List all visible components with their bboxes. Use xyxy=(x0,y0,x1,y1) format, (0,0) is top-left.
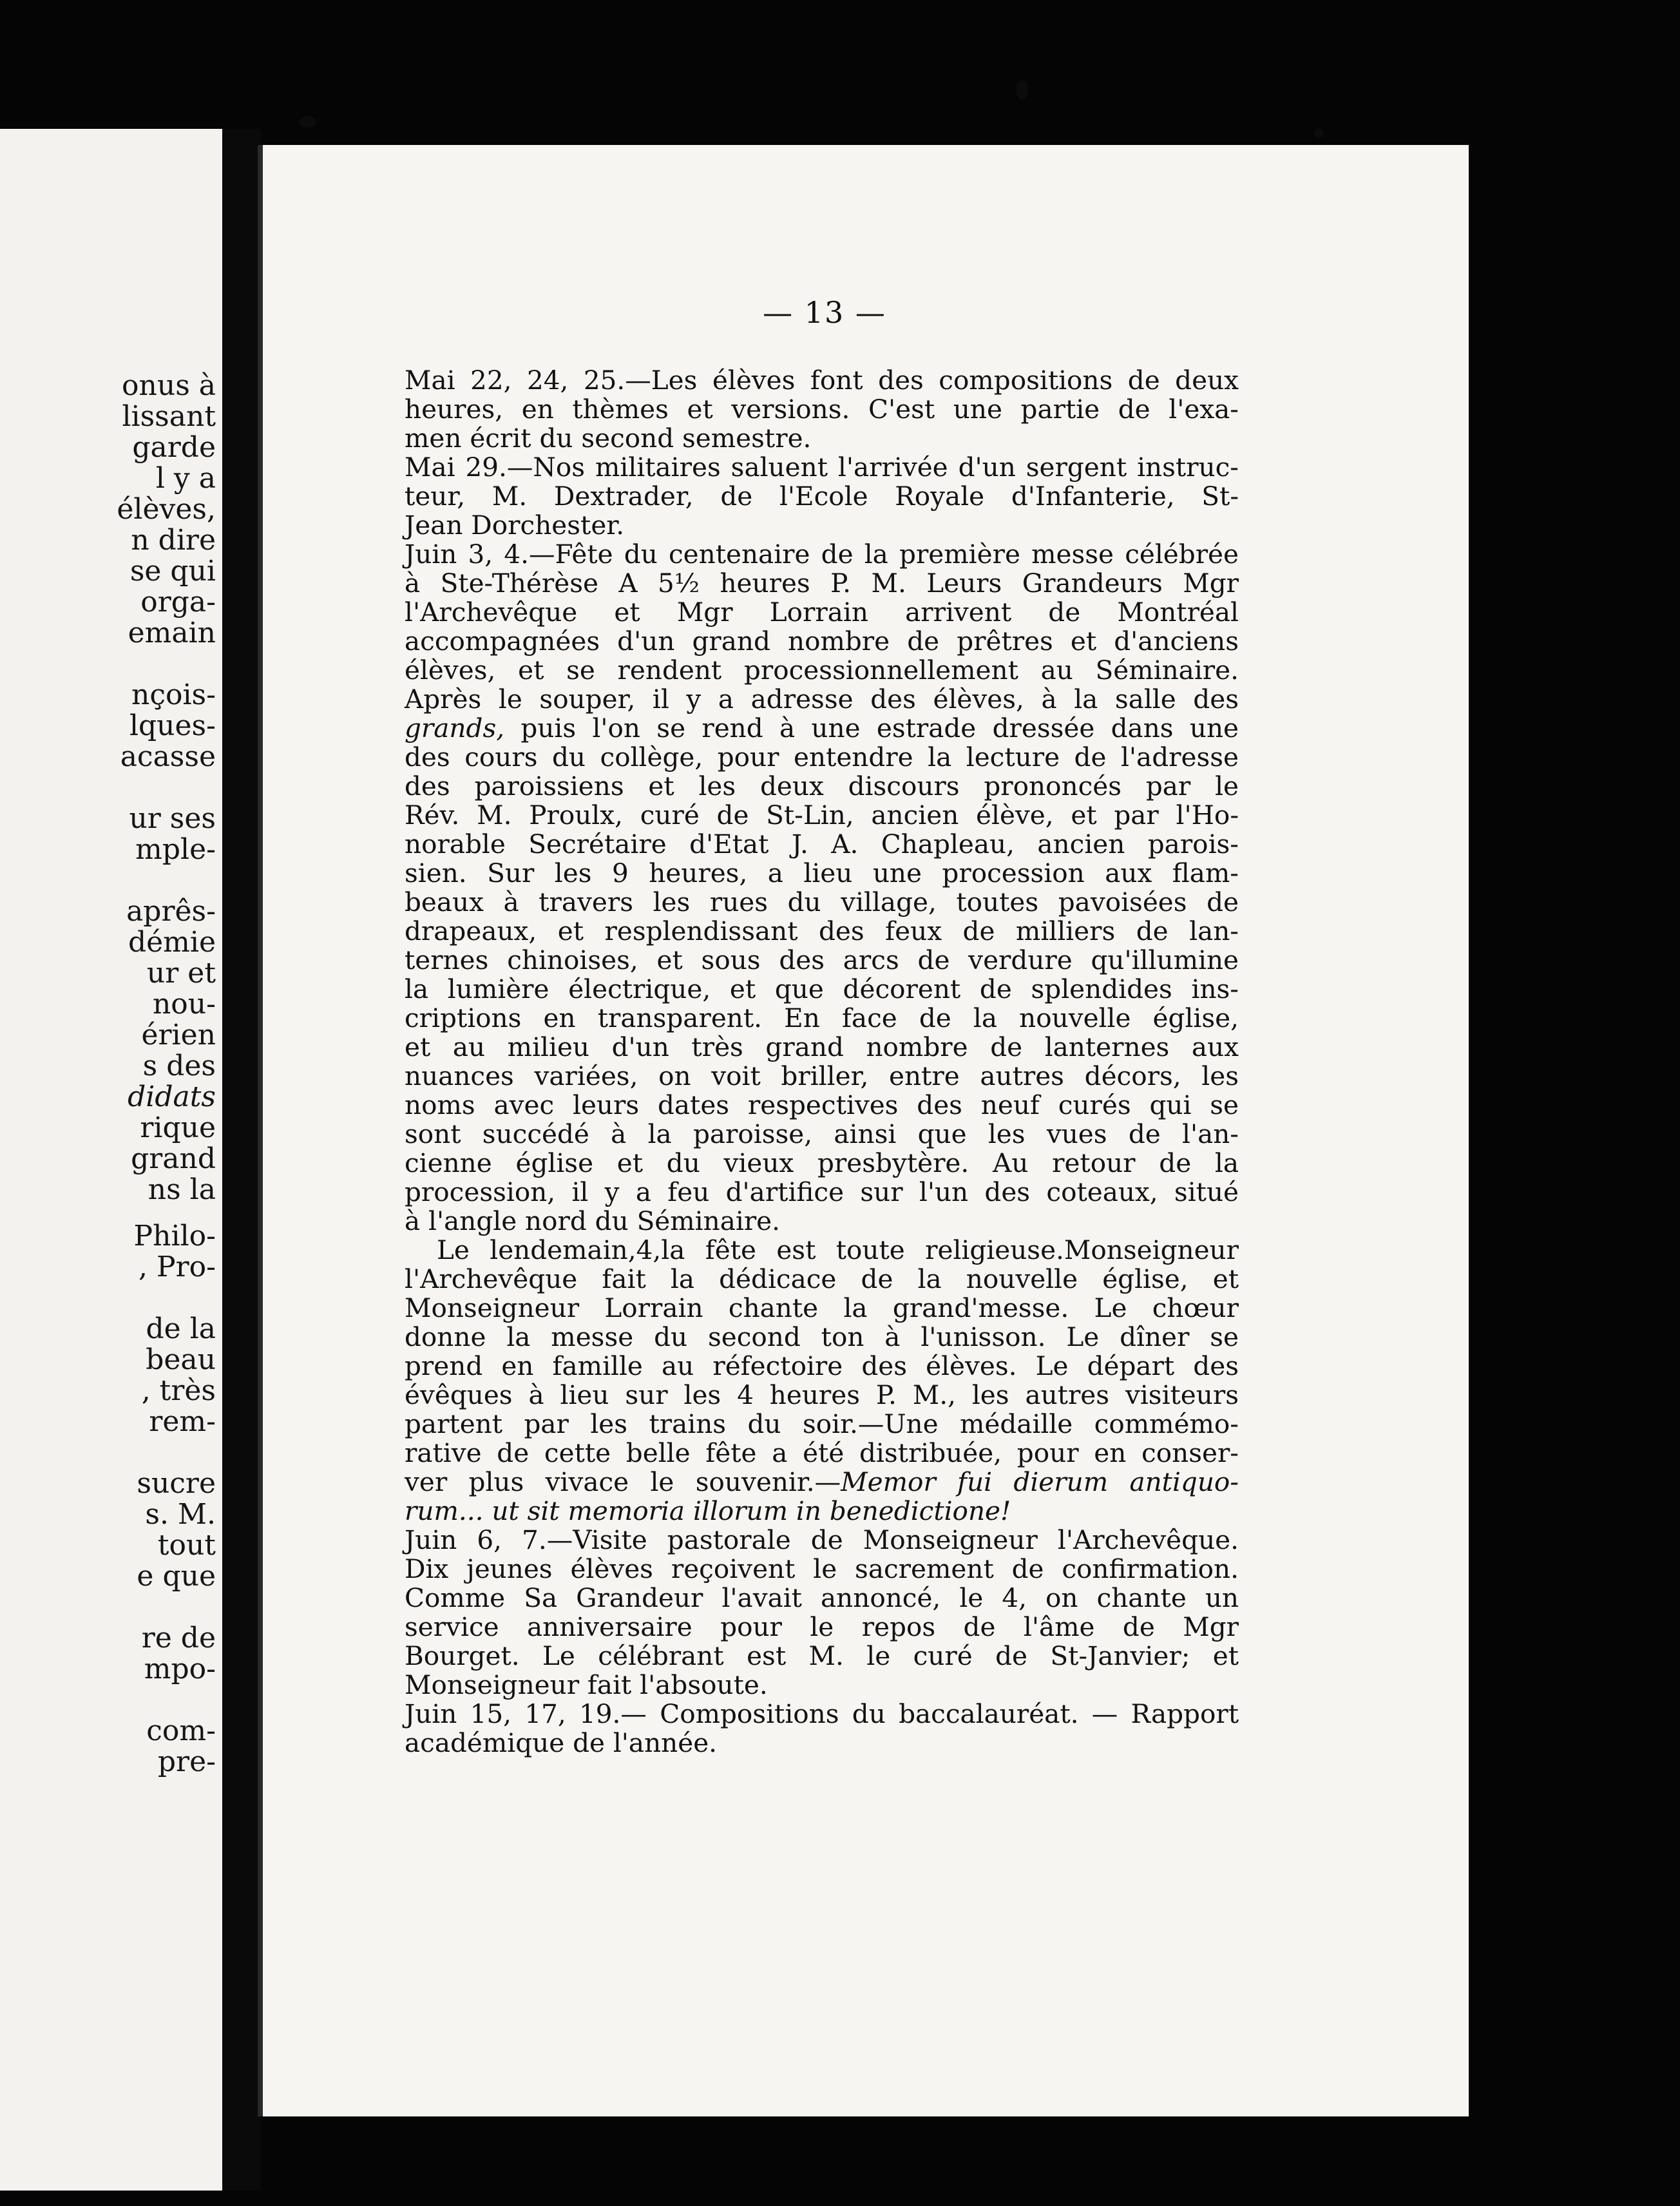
left-page-line-fragment: orga- xyxy=(140,586,216,619)
text-line: sien. Sur les 9 heures, a lieu une procession aux flam- xyxy=(405,858,1239,888)
text-line: Mai 29.—Nos militaires saluent l'arrivée d'un sergent instruc- xyxy=(405,452,1239,483)
text-line: drapeaux, et resplendissant des feux de milliers de lan- xyxy=(405,916,1239,946)
left-page-line-fragment: s des xyxy=(142,1050,216,1082)
text-line: Jean Dorchester. xyxy=(405,510,625,541)
page-body xyxy=(405,366,1239,1758)
text-line: sont succédé à la paroisse, ainsi que les vues de l'an- xyxy=(405,1118,1239,1149)
left-page-line-fragment: érien xyxy=(141,1019,216,1051)
left-page-line-fragment: e que xyxy=(137,1560,216,1593)
text-line xyxy=(405,713,1239,743)
text-line: noms avec leurs dates respectives des neuf curés qui se xyxy=(405,1089,1239,1120)
text-line: rative de cette belle fête a été distribuée, pour en conser- xyxy=(405,1437,1239,1468)
book-gutter xyxy=(222,129,261,2191)
left-page-line-fragment: mpo- xyxy=(144,1653,216,1685)
text-line: l'Archevêque fait la dédicace de la nouvelle église, et xyxy=(405,1263,1239,1294)
text-fragment: puis l'on se rend à une estrade dressée dans une xyxy=(504,713,1239,743)
left-page xyxy=(0,129,222,2191)
paragraph-le-lendemain xyxy=(405,1236,1239,1526)
text-line: évêques à lieu sur les 4 heures P. M., les autres visiteurs xyxy=(405,1379,1239,1410)
text-line: à Ste-Thérèse A 5½ heures P. M. Leurs Grandeurs Mgr xyxy=(405,568,1239,599)
latin-quote: Memor fui dierum antiquo- xyxy=(841,1466,1239,1497)
text-line: men écrit du second semestre. xyxy=(405,423,812,454)
left-page-line-fragment: n dire xyxy=(131,524,216,557)
scan-speck xyxy=(1314,129,1323,138)
text-line: Bourget. Le célébrant est M. le curé de St-Janvier; et xyxy=(405,1640,1239,1671)
right-page-edge xyxy=(258,145,263,2116)
text-line xyxy=(405,1468,1239,1497)
left-page-line-fragment: ur ses xyxy=(129,802,216,835)
text-line: la lumière électrique, et que décorent de splendides ins- xyxy=(405,974,1239,1004)
calendar-entry-juin-6 xyxy=(405,1526,1239,1700)
text-line: Rév. M. Proulx, curé de St-Lin, ancien élève, et par l'Ho- xyxy=(405,800,1239,830)
calendar-entry-mai-29 xyxy=(405,453,1239,540)
text-line: heures, en thèmes et versions. C'est une partie de l'exa- xyxy=(405,394,1239,425)
left-page-line-fragment: pre- xyxy=(157,1745,216,1778)
text-fragment: ver plus vivace le souvenir.— xyxy=(405,1466,841,1497)
text-line: donne la messe du second ton à l'unisson. Le dîner se xyxy=(405,1321,1239,1352)
left-page-line-fragment: mple- xyxy=(135,833,216,866)
text-line: nuances variées, on voit briller, entre autres décors, les xyxy=(405,1060,1239,1091)
text-line: Juin 15, 17, 19.— Compositions du baccalauréat. — Rapport xyxy=(405,1698,1239,1729)
left-page-line-fragment: , Pro- xyxy=(138,1251,216,1283)
left-page-line-fragment: garde xyxy=(132,431,216,464)
left-page-line-fragment: se qui xyxy=(129,555,216,588)
text-line: Juin 3, 4.—Fête du centenaire de la première messe célébrée xyxy=(405,539,1239,570)
left-page-line-fragment: tout xyxy=(157,1529,216,1562)
text-line: et au milieu d'un très grand nombre de lanternes aux xyxy=(405,1031,1239,1062)
italic-word: grands, xyxy=(405,713,505,743)
text-line: partent par les trains du soir.—Une médaille commémo- xyxy=(405,1408,1239,1439)
text-line: Monseigneur Lorrain chante la grand'messe. Le chœur xyxy=(405,1292,1239,1323)
left-page-line-fragment: rem- xyxy=(149,1405,216,1438)
left-page-line-fragment: grand xyxy=(131,1142,216,1175)
left-page-line-fragment: com- xyxy=(146,1714,216,1747)
text-line: à l'angle nord du Séminaire. xyxy=(405,1205,781,1236)
calendar-entry-mai-22 xyxy=(405,366,1239,453)
left-page-line-fragment: s. M. xyxy=(145,1498,216,1531)
left-page-line-fragment: Philo- xyxy=(133,1220,216,1252)
left-page-line-fragment: lques- xyxy=(129,709,216,742)
left-page-line-fragment: ns la xyxy=(148,1173,216,1206)
latin-quote-line: rum... ut sit memoria illorum in benedictione! xyxy=(405,1495,1011,1526)
scan-speck xyxy=(300,116,316,128)
text-line: beaux à travers les rues du village, toutes pavoisées de xyxy=(405,887,1239,917)
page-number: — 13 — xyxy=(763,295,886,330)
text-line: l'Archevêque et Mgr Lorrain arrivent de Montréal xyxy=(405,597,1239,628)
left-page-line-fragment: démie xyxy=(128,926,216,959)
left-page-line-fragment: lissant xyxy=(122,400,216,433)
text-line: élèves, et se rendent processionnellement au Séminaire. xyxy=(405,655,1239,686)
text-line: accompagnées d'un grand nombre de prêtres et d'anciens xyxy=(405,626,1239,657)
calendar-entry-juin-15 xyxy=(405,1700,1239,1758)
left-page-line-fragment: sucre xyxy=(137,1467,216,1500)
text-line: procession, il y a feu d'artifice sur l'un des coteaux, situé xyxy=(405,1176,1239,1207)
left-page-line-fragment: , très xyxy=(141,1374,216,1407)
left-page-line-fragment: élèves, xyxy=(117,493,216,526)
text-line: prend en famille au réfectoire des élèves. Le départ des xyxy=(405,1350,1239,1381)
left-page-line-fragment: beau xyxy=(146,1343,216,1376)
text-line: Comme Sa Grandeur l'avait annoncé, le 4, on chante un xyxy=(405,1582,1239,1613)
left-page-line-fragment: de la xyxy=(146,1312,216,1345)
text-line: Juin 6, 7.—Visite pastorale de Monseigneur l'Archevêque. xyxy=(405,1524,1239,1555)
text-line: des cours du collège, pour entendre la lecture de l'adresse xyxy=(405,742,1239,772)
text-line: des paroissiens et les deux discours prononcés par le xyxy=(405,771,1239,801)
text-line: Après le souper, il y a adresse des élèves, à la salle des xyxy=(405,684,1239,715)
left-page-line-fragment: nou- xyxy=(152,988,216,1021)
text-line: Monseigneur fait l'absoute. xyxy=(405,1669,768,1700)
text-line: académique de l'année. xyxy=(405,1727,718,1758)
scan-speck xyxy=(1017,81,1028,100)
text-line: service anniversaire pour le repos de l'âme de Mgr xyxy=(405,1611,1239,1642)
text-line: norable Secrétaire d'Etat J. A. Chapleau, ancien parois- xyxy=(405,829,1239,859)
calendar-entry-juin-3 xyxy=(405,540,1239,1236)
left-page-line-fragment: onus à xyxy=(122,369,216,402)
text-line: Le lendemain,4,la fête est toute religieuse.Monseigneur xyxy=(437,1234,1239,1265)
text-line: cienne église et du vieux presbytère. Au retour de la xyxy=(405,1147,1239,1178)
left-page-line-fragment: didats xyxy=(128,1080,216,1113)
left-page-line-fragment: nçois- xyxy=(131,678,216,711)
left-page-line-fragment: l y a xyxy=(155,462,216,495)
text-line: Mai 22, 24, 25.—Les élèves font des compositions de deux xyxy=(405,365,1239,396)
left-page-line-fragment: ur et xyxy=(146,957,216,990)
left-page-line-fragment: emain xyxy=(128,617,216,649)
left-page-line-fragment: aprês- xyxy=(126,895,216,928)
text-line: ternes chinoises, et sous des arcs de verdure qu'illumine xyxy=(405,945,1239,975)
text-line: criptions en transparent. En face de la nouvelle église, xyxy=(405,1002,1239,1033)
text-line: teur, M. Dextrader, de l'Ecole Royale d'Infanterie, St- xyxy=(405,481,1239,512)
left-page-line-fragment: re de xyxy=(141,1622,216,1654)
text-line: Dix jeunes élèves reçoivent le sacrement de confirmation. xyxy=(405,1553,1239,1584)
left-page-line-fragment: acasse xyxy=(120,740,216,773)
left-page-line-fragment: rique xyxy=(140,1111,216,1144)
